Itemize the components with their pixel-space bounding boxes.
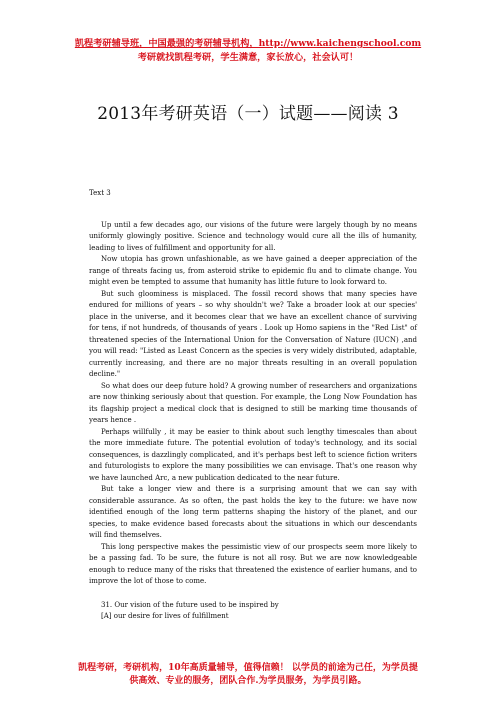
question-31: 31. Our vision of the future used to be inspired by: [101, 600, 279, 609]
paragraph-3: But such gloominess is misplaced. The fossil record shows that many species have endured for millions of years – so why shouldn't we? Take a broader look at our species' place in the universe, and it becomes clear that we have an excellent chance of surviving for tens, if not hundreds, of thousands of years . Look up Homo sapiens in the "Red List" of threatened species of the International Union for the Conversation of Nature (IUCN) ,and you will read: "Listed as Least Concern as the species is very widely distributed, adaptable, currently increasing, and there are no major threats resulting in an overall population decline.": [89, 289, 417, 378]
paragraph-1: Up until a few decades ago, our visions of the future were largely though by no means uniformly glowingly positive. Science and technology would cure all the ills of humanity, leading to lives of fulfillment and opportunity for all.: [89, 220, 417, 252]
paragraph-4: So what does our deep future hold? A growing number of researchers and organizations are now thinking seriously about that question. For example, the Long Now Foundation has its flagship project a medical clock that is designed to still be marking time thousands of years hence .: [89, 381, 417, 424]
text-heading: Text 3: [89, 189, 111, 197]
paragraph-6: But take a longer view and there is a surprising amount that we can say with considerable assurance. As so often, the past holds the key to the future: we have now identified enough of the long term patterns shaping the history of the planet, and our species, to make evidence based forecasts about the situations in which our descendants will find themselves.: [89, 485, 417, 539]
option-a: [A] our desire for lives of fulfillment: [101, 612, 229, 620]
page-header: [0, 37, 496, 64]
document-title: 2013年考研英语（一）试题——阅读 3: [97, 104, 399, 124]
footer-line-2: 供高效、专业的服务，团队合作.为学员服务，为学员引路。: [129, 676, 367, 686]
footer-line-1: 凯程考研，考研机构，10年高质量辅导，值得信赖！ 以学员的前途为己任，为学员提: [78, 663, 418, 673]
paragraph-7: This long perspective makes the pessimistic view of our prospects seem more likely to be a passing fad. To be sure, the future is not all rosy. But we are now knowledgeable enough to reduce many of the risks that threatened the existence of earlier humans, and to improve the lot of those to come.: [89, 542, 417, 585]
header-line-1[interactable]: 凯程考研辅导班，中国最强的考研辅导机构，http://www.kaichengschool.com: [74, 38, 422, 49]
paragraph-2: Now utopia has grown unfashionable, as we have gained a deeper appreciation of the range of threats facing us, from asteroid strike to epidemic flu and to climate change. You might even be tempted to assume that humanity has little future to look forward to.: [89, 255, 417, 286]
header-line-2: 考研就找凯程考研，学生满意，家长放心，社会认可！: [137, 52, 359, 63]
page-footer: [0, 662, 496, 688]
article-body: [89, 188, 417, 623]
spacer: [89, 588, 417, 600]
paragraph-5: Perhaps willfully , it may be easier to think about such lengthy timescales than about the more immediate future. The potential evolution of today's technology, and its social consequences, is dazzlingly complicated, and it's perhaps best left to science fiction writers and futurologists to explore the many possibilities we can envisage. That's one reason why we have launched Arc, a new publication dedicated to the near future.: [89, 427, 417, 482]
